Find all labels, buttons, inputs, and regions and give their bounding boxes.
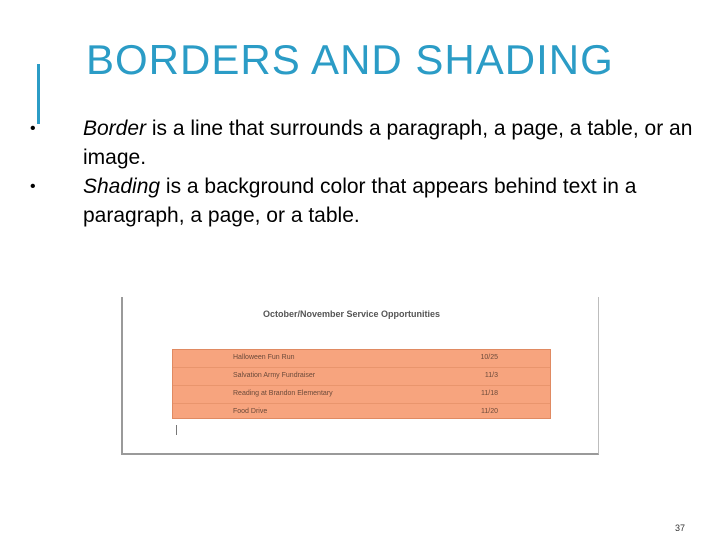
page-number: 37: [674, 523, 685, 533]
table-cell-event: Food Drive: [233, 408, 268, 415]
bullet-term: Shading: [83, 175, 161, 198]
slide-title: BORDERS AND SHADING: [86, 36, 614, 83]
bullet-item-shading: [0, 172, 703, 230]
bullet-text: is a background color that appears behind text in a paragraph, a page, or a table.: [83, 175, 637, 227]
bullet-text: is a line that surrounds a paragraph, a page, a table, or an image.: [83, 117, 693, 169]
bullet-item-border: [0, 114, 703, 172]
table-row: [173, 386, 550, 404]
example-document-image: [121, 297, 599, 455]
table-cell-event: Reading at Brandon Elementary: [233, 390, 333, 397]
bullet-icon: •: [30, 178, 36, 195]
bullet-icon: •: [30, 120, 36, 137]
table-cell-date: 11/18: [481, 390, 498, 397]
table-cell-date: 11/3: [484, 372, 498, 379]
table-cell-date: 11/20: [481, 408, 498, 415]
shaded-table: [172, 349, 551, 419]
text-cursor: [176, 425, 177, 435]
table-row: [173, 350, 550, 368]
bullet-list: [0, 114, 720, 230]
table-row: [173, 404, 550, 421]
figure-title: October/November Service Opportunities: [263, 309, 441, 319]
table-cell-date: 10/25: [480, 354, 498, 361]
table-row: [173, 368, 550, 386]
bullet-term: Border: [83, 117, 147, 140]
table-cell-event: Salvation Army Fundraiser: [233, 372, 316, 379]
table-cell-event: Halloween Fun Run: [233, 354, 295, 361]
